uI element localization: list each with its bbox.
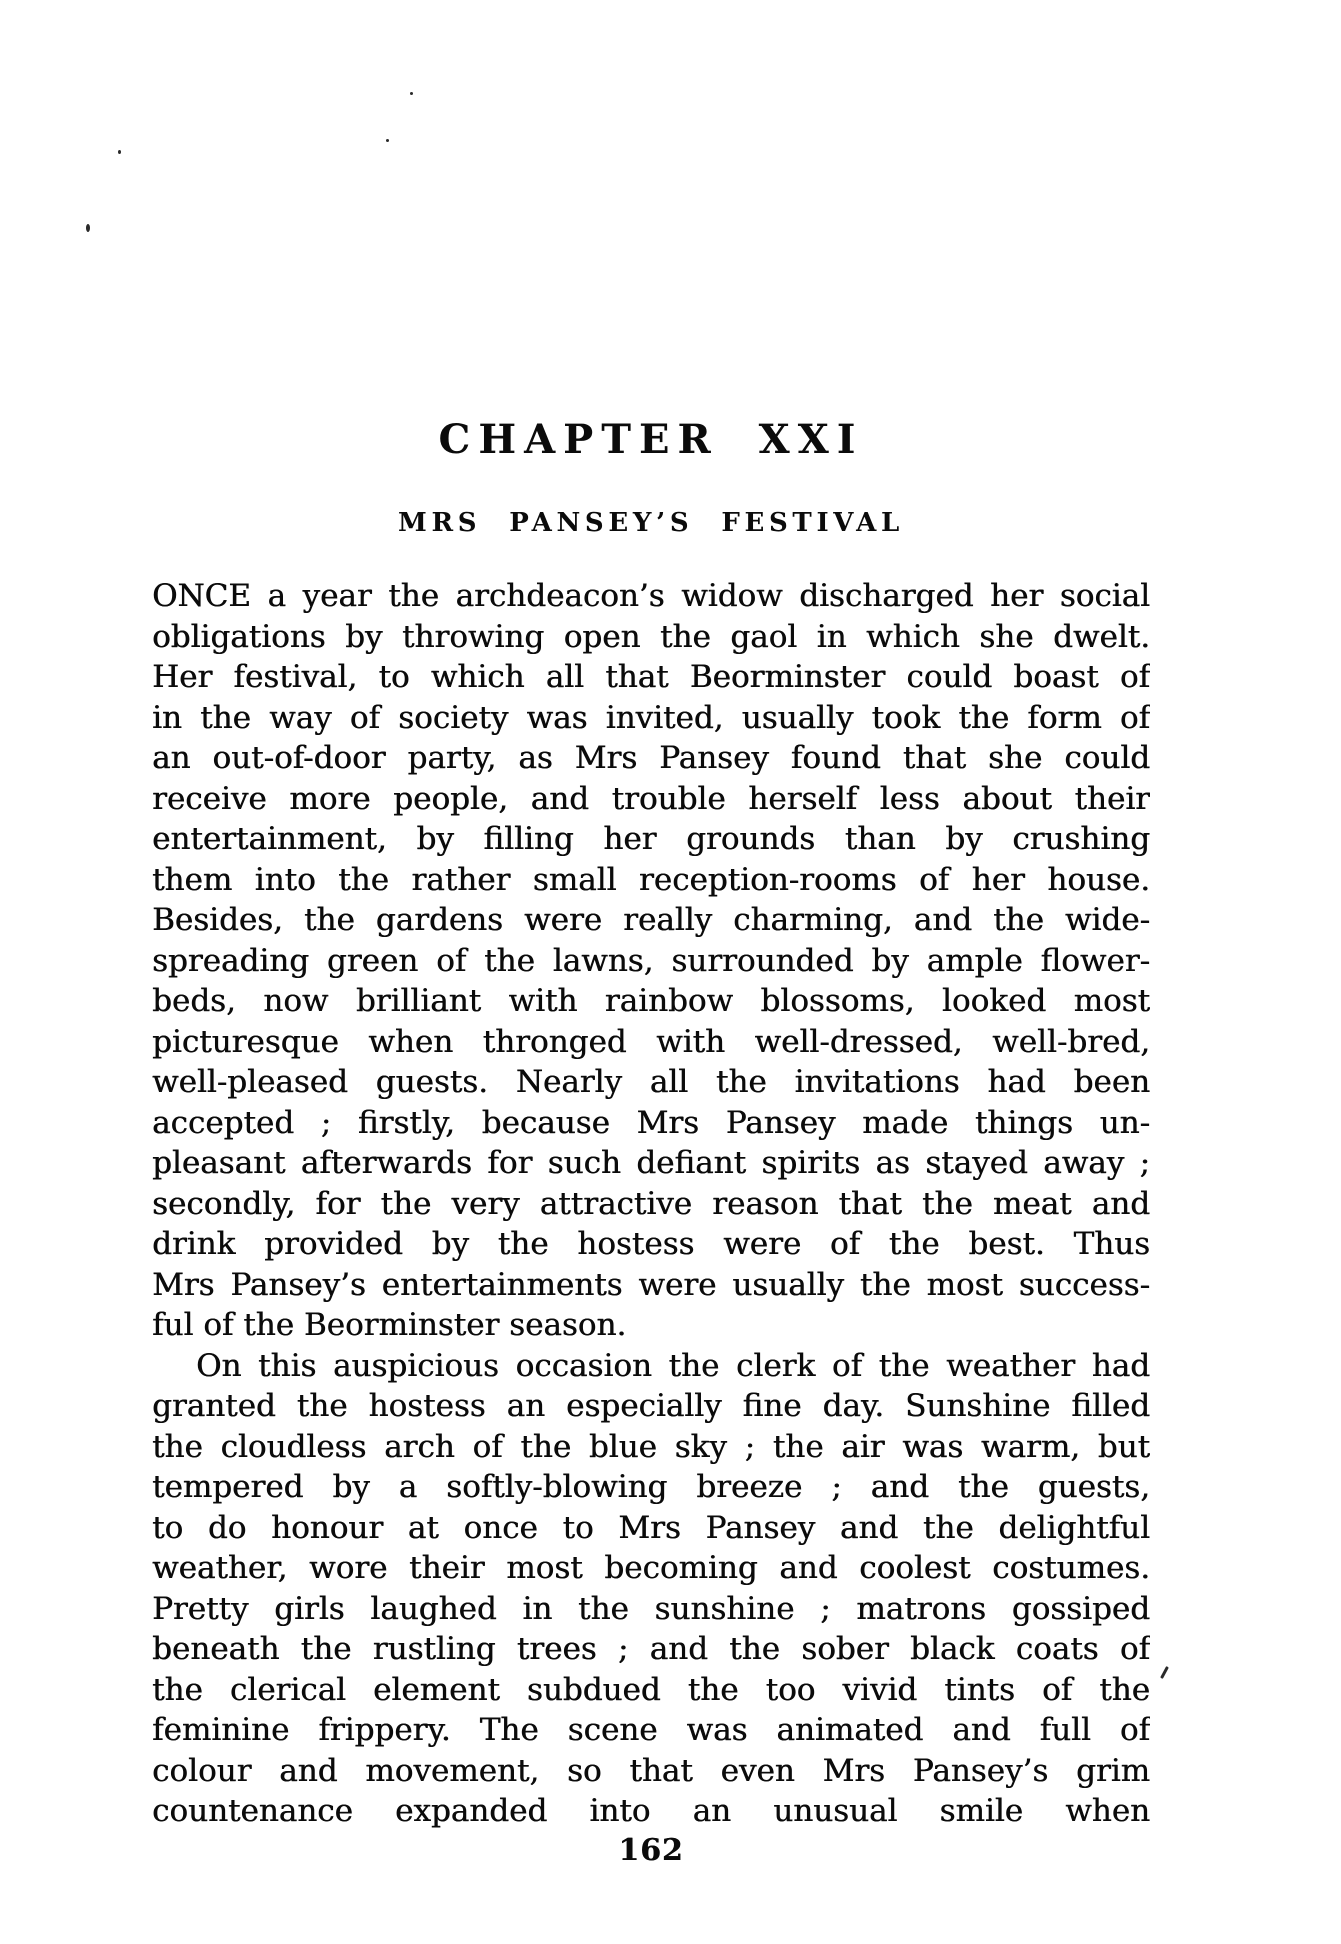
- scan-speck: [1160, 1666, 1169, 1679]
- text-line: picturesque when thronged with well-dressed, well-bred,: [152, 1023, 1150, 1060]
- chapter-subtitle: MRS PANSEY’S FESTIVAL: [398, 508, 904, 538]
- scan-speck: [118, 150, 121, 154]
- text-line: countenance expanded into an unusual smile when: [152, 1793, 1150, 1829]
- text-line: On this auspicious occasion the clerk of the weather had: [196, 1347, 1150, 1384]
- text-line: secondly, for the very attractive reason that the meat and: [152, 1185, 1150, 1222]
- scan-speck: [386, 139, 389, 142]
- text-line: ful of the Beorminster season.: [152, 1307, 627, 1343]
- text-line: feminine frippery. The scene was animated and full of: [152, 1712, 1150, 1748]
- text-line: beds, now brilliant with rainbow blossoms, looked most: [152, 983, 1150, 1019]
- page-number: 162: [618, 1833, 684, 1868]
- body-text: [152, 576, 1150, 1832]
- text-line: an out-of-door party, as Mrs Pansey found that she could: [152, 740, 1150, 776]
- text-line: Mrs Pansey’s entertainments were usually the most success-: [152, 1266, 1150, 1303]
- text-line: tempered by a softly-blowing breeze ; and the guests,: [152, 1469, 1150, 1505]
- text-line: Pretty girls laughed in the sunshine ; matrons gossiped: [152, 1590, 1150, 1627]
- scan-speck: [86, 224, 90, 232]
- text-line: beneath the rustling trees ; and the sober black coats of: [152, 1631, 1150, 1667]
- chapter-title: CHAPTER XXI: [438, 416, 864, 463]
- text-line: to do honour at once to Mrs Pansey and the delightful: [152, 1509, 1150, 1546]
- text-line: weather, wore their most becoming and coolest costumes.: [152, 1550, 1150, 1586]
- text-line: drink provided by the hostess were of the best. Thus: [152, 1226, 1150, 1262]
- text-line: Her festival, to which all that Beorminster could boast of: [152, 659, 1150, 695]
- text-line: colour and movement, so that even Mrs Pansey’s grim: [152, 1752, 1150, 1789]
- text-line: ONCE a year the archdeacon’s widow discharged her social: [152, 578, 1150, 614]
- text-line: the clerical element subdued the too vivid tints of the: [152, 1671, 1150, 1708]
- text-line: the cloudless arch of the blue sky ; the air was warm, but: [152, 1428, 1150, 1465]
- scan-speck: [410, 92, 413, 95]
- text-line: them into the rather small reception-rooms of her house.: [152, 861, 1150, 898]
- text-line: accepted ; firstly, because Mrs Pansey made things un-: [152, 1104, 1150, 1141]
- text-line: Besides, the gardens were really charming, and the wide-: [152, 902, 1150, 938]
- text-line: receive more people, and trouble herself less about their: [152, 780, 1150, 817]
- text-line: in the way of society was invited, usually took the form of: [152, 699, 1150, 736]
- text-line: entertainment, by filling her grounds than by crushing: [152, 821, 1150, 857]
- text-line: spreading green of the lawns, surrounded by ample flower-: [152, 942, 1150, 979]
- text-line: granted the hostess an especially fine day. Sunshine filled: [152, 1388, 1150, 1424]
- text-line: pleasant afterwards for such defiant spirits as stayed away ;: [152, 1145, 1150, 1181]
- text-line: well-pleased guests. Nearly all the invitations had been: [152, 1064, 1150, 1100]
- text-line: obligations by throwing open the gaol in which she dwelt.: [152, 618, 1150, 655]
